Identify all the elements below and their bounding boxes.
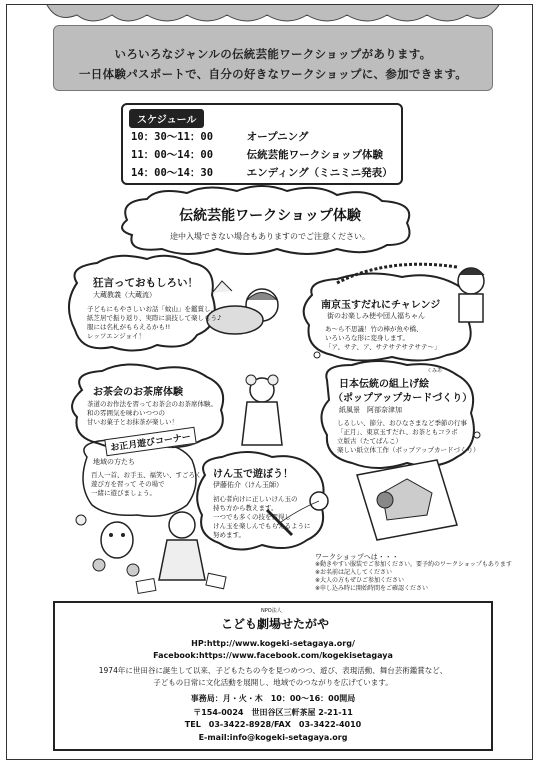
shogatsu-desc-line: 遊び方を習って その場で [91, 480, 165, 488]
schedule-row [131, 165, 393, 180]
schedule-label: オープニング [246, 131, 309, 143]
schedule-row [131, 129, 308, 144]
org-npo-label: NPO法人 [261, 608, 282, 614]
popup-desc-line: しるしい、節分、おひなさまなど季節の行事 [337, 419, 467, 427]
popup-subtitle: （ポップアップカードづくり） [333, 393, 473, 404]
org-tel: TEL 03-3422-8928/FAX 03-3422-4010 [184, 720, 362, 729]
popup-ruby: くみあ [427, 368, 443, 374]
workshop-notes-line: ※お名前は記入してください [315, 569, 393, 576]
sado-desc [87, 400, 217, 427]
nankin-teacher: 街のお楽しみ使や団人福ちゃん [327, 312, 425, 320]
organization-info [53, 601, 493, 751]
org-email[interactable]: E-mail:info@kogeki-setagaya.org [198, 733, 348, 742]
workshop-notes-title: ワークショップへは・・・ [315, 553, 399, 561]
schedule-box [121, 103, 403, 185]
schedule-time: 14：00〜14：30 [131, 167, 214, 179]
nankin-desc-line: 「ア、サテ、ア、サテサテサテサテ〜」 [325, 343, 441, 351]
nankin-desc-line: あ～ら不思議！竹の棒が魚や橋、 [325, 325, 423, 333]
shogatsu-desc [91, 471, 202, 498]
org-desc-1: 1974年に世田谷に誕生して以来、子どもたちの今を見つめつつ、遊び、表現活動、舞台芸術鑑賞など、 [98, 666, 448, 675]
kyogen-desc-line: 服には名札がもらえるかも!! [87, 323, 171, 331]
intro-line-1: いろいろなジャンルの伝統芸能ワークショップがあります。 [114, 47, 432, 61]
intro-line-2: 一日体験パスポートで、自分の好きなワークショップに、参加できます。 [78, 67, 467, 81]
sado-desc-line: 茶道のお作法を習ってお茶会のお茶席体験。 [87, 400, 217, 408]
workshop-notes-line: ※大人の方もぜひご参加ください [315, 577, 405, 584]
nankin-title: 南京玉すだれにチャレンジ [321, 300, 441, 311]
kendama-desc [213, 495, 311, 540]
kyogen-desc [87, 305, 221, 341]
org-name: こども劇場せたがや [220, 617, 329, 631]
popup-desc-line: 「正月」、東京玉すだれ、お茶ともコラボ [337, 428, 458, 436]
schedule-time: 10：30〜11：00 [131, 131, 214, 143]
kendama-desc-line: 初心者向けに正しいけん玉の [213, 495, 298, 503]
kendama-desc-line: 持ち方から教えます。 [213, 504, 278, 512]
workshop-note: 途中入場できない場合もありますのでご注意ください。 [170, 232, 370, 241]
org-desc-2: 子どもの日常に文化活動を展開し、地域でのつながりを広げています。 [153, 678, 393, 687]
org-facebook[interactable]: Facebook:https://www.facebook.com/kogekisetagaya [153, 651, 393, 660]
workshop-title: 伝統芸能ワークショップ体験 [179, 208, 361, 224]
shogatsu-teacher: 地域の方たち [93, 458, 135, 466]
schedule-label: エンディング（ミニミニ発表） [246, 167, 393, 179]
kendama-desc-line: 努めます。 [213, 531, 245, 539]
org-logo [175, 609, 375, 633]
sado-title: お茶会のお茶席体験 [93, 387, 183, 398]
shogatsu-desc-line: 百人一首、お手玉、福笑い、すごろく [91, 471, 202, 479]
org-office-hours: 事務局：月・火・木 10：00〜16：00開局 [190, 694, 356, 703]
org-address: 〒154-0024 世田谷区三軒茶屋 2-21-11 [193, 708, 353, 717]
workshop-notes [315, 553, 512, 593]
workshop-notes-line: ※動きやすい服装でご参加ください。要予約のワークショップもあります [315, 561, 512, 568]
kyogen-desc-line: 子どもにもやさしいお話「蚊山」を鑑賞し、 [87, 305, 217, 313]
popup-desc-line: 楽しい紙立体工作（ポップアップカードづくり） [337, 446, 480, 454]
org-hp[interactable]: HP:http://www.kogeki-setagaya.org/ [191, 639, 355, 648]
kyogen-teacher: 大蔵教義（大蔵流） [93, 291, 156, 299]
popup-desc-line: 立版古（たてばんこ） [337, 437, 402, 445]
kyogen-desc-line: レッツエンジョイ！ [87, 332, 146, 340]
kendama-desc-line: 一つでも多くの技を習得し [213, 513, 291, 521]
kendama-title: けん玉で遊ぼう！ [213, 469, 293, 480]
nankin-desc [325, 325, 441, 352]
shogatsu-desc-line: 一緒に遊びましょう。 [91, 489, 156, 497]
popup-title: 日本伝統の組上げ絵 [339, 379, 429, 390]
popup-desc [337, 419, 479, 455]
schedule-row [131, 147, 383, 162]
shogatsu-sticky: お正月遊びコーナー [104, 427, 196, 457]
popup-teacher: 紙風景 阿部奈津加 [339, 406, 402, 414]
sado-desc-line: 和の雰囲気を味わいつつの [87, 409, 165, 417]
intro-banner [53, 25, 493, 91]
kyogen-title: 狂言っておもしろい！ [93, 277, 198, 289]
sado-desc-line: 甘いお菓子とお抹茶が楽しい！ [87, 418, 178, 426]
nankin-desc-line: いろいろな形に変身します。 [325, 334, 409, 342]
schedule-time: 11：00〜14：00 [131, 149, 214, 161]
schedule-label: 伝統芸能ワークショップ体験 [246, 149, 383, 161]
kendama-teacher: 伊藤佑介（けん玉師） [213, 481, 283, 489]
schedule-title: スケジュール [129, 109, 204, 128]
workshop-notes-line: ※申し込み時に開始時間をご確認ください [315, 585, 429, 592]
flyer-page [6, 4, 533, 760]
kendama-desc-line: けん玉を楽しんでもらえるように [213, 522, 311, 530]
kyogen-desc-line: 紙芝居で振り返り、実際に演技して楽しもう♪ [87, 314, 222, 322]
